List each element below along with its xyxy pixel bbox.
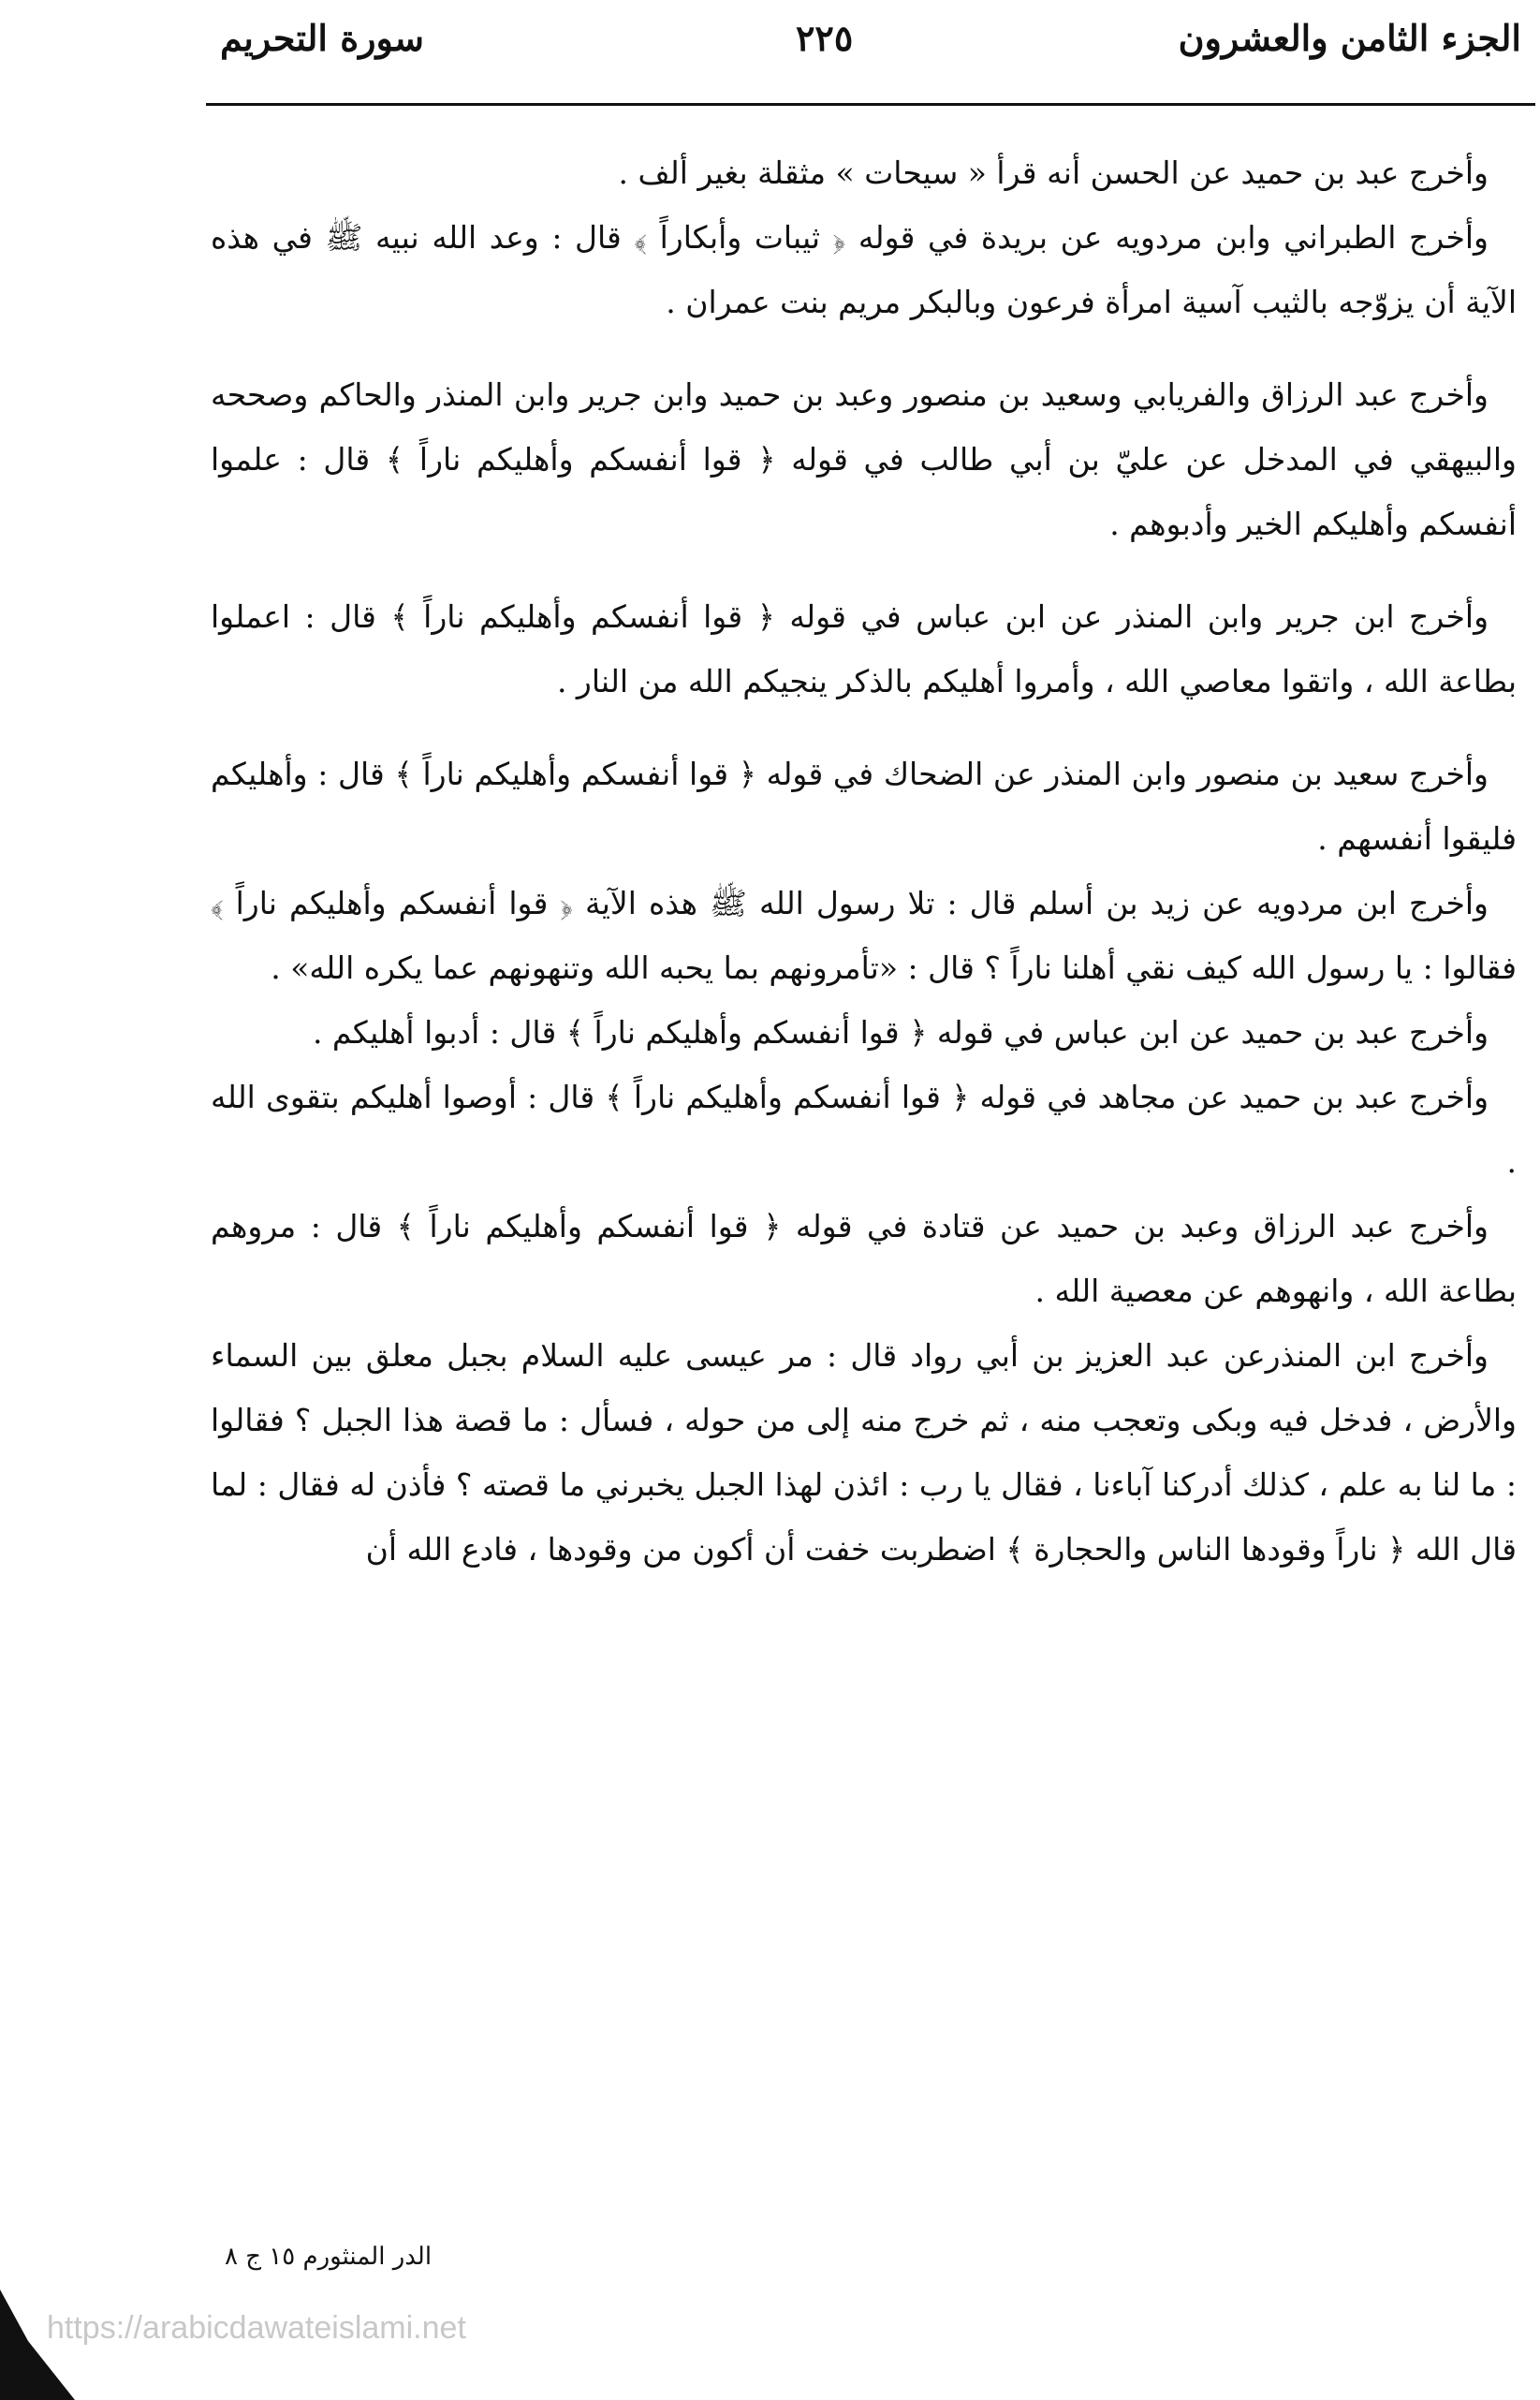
page-header (0, 17, 1540, 82)
paragraph: وأخرج عبد بن حميد عن الحسن أنه قرأ « سيحات » مثقلة بغير ألف . (618, 155, 1489, 191)
paragraph: وأخرج عبد بن حميد عن ابن عباس في قوله ﴿ قوا أنفسكم وأهليكم ناراً ﴾ قال : أدبوا أهليكم . (312, 1014, 1489, 1051)
footer-note: الدر المنثورم ١٥ ج ٨ (225, 2243, 433, 2271)
paragraph: وأخرج ابن مردويه عن زيد بن أسلم قال : تلا رسول الله ﷺ هذه الآية ﴿ قوا أنفسكم وأهليكم ناراً ﴾ فقالوا : يا رسول الله كيف نقي أهلنا ناراً ؟ قال : «تأمرونهم بما يحبه الله وتنهونهم عما يكره الله» . (211, 885, 1517, 986)
paragraph: وأخرج الطبراني وابن مردويه عن بريدة في قوله ﴿ ثيبات وأبكاراً ﴾ قال : وعد الله نبيه ﷺ في هذه الآية أن يزوّجه بالثيب آسية امرأة فرعون وبالبكر مريم بنت عمران . (211, 219, 1517, 320)
section-title: الجزء الثامن والعشرون (1178, 17, 1521, 59)
paragraph: وأخرج عبد الرزاق والفريابي وسعيد بن منصور وعبد بن حميد وابن جرير وابن المنذر والحاكم وصححه والبيهقي في المدخل عن عليّ بن أبي طالب في قوله ﴿ قوا أنفسكم وأهليكم ناراً ﴾ قال : علموا أنفسكم وأهليكم الخير وأدبوهم . (211, 376, 1517, 542)
surah-title: سورة التحريم (220, 17, 424, 59)
paragraph: وأخرج ابن جرير وابن المنذر عن ابن عباس في قوله ﴿ قوا أنفسكم وأهليكم ناراً ﴾ قال : اعملوا بطاعة الله ، واتقوا معاصي الله ، وأمروا أهليكم بالذكر ينجيكم الله من النار . (211, 598, 1517, 699)
paragraph: وأخرج عبد الرزاق وعبد بن حميد عن قتادة في قوله ﴿ قوا أنفسكم وأهليكم ناراً ﴾ قال : مروهم بطاعة الله ، وانهوهم عن معصية الله . (211, 1208, 1517, 1309)
scan-shadow-corner (0, 2285, 122, 2400)
page-number: ٢٢٥ (796, 17, 854, 59)
page-body (211, 140, 1517, 1582)
watermark-url: https://arabicdawateislami.net (47, 2310, 466, 2346)
header-rule (206, 103, 1535, 106)
paragraph: وأخرج سعيد بن منصور وابن المنذر عن الضحاك في قوله ﴿ قوا أنفسكم وأهليكم ناراً ﴾ قال : وأهليكم فليقوا أنفسهم . (211, 756, 1517, 857)
paragraph: وأخرج ابن المنذرعن عبد العزيز بن أبي رواد قال : مر عيسى عليه السلام بجبل معلق بين السماء والأرض ، فدخل فيه وبكى وتعجب منه ، ثم خرج منه إلى من حوله ، فسأل : ما قصة هذا الجبل ؟ فقالوا : ما لنا به علم ، كذلك أدركنا آباءنا ، فقال يا رب : ائذن لهذا الجبل يخبرني ما قصته ؟ فأذن له فقال : لما قال الله ﴿ ناراً وقودها الناس والحجارة ﴾ اضطربت خفت أن أكون من وقودها ، فادع الله أن (211, 1337, 1517, 1568)
paragraph: وأخرج عبد بن حميد عن مجاهد في قوله ﴿ قوا أنفسكم وأهليكم ناراً ﴾ قال : أوصوا أهليكم بتقوى الله . (211, 1079, 1517, 1180)
